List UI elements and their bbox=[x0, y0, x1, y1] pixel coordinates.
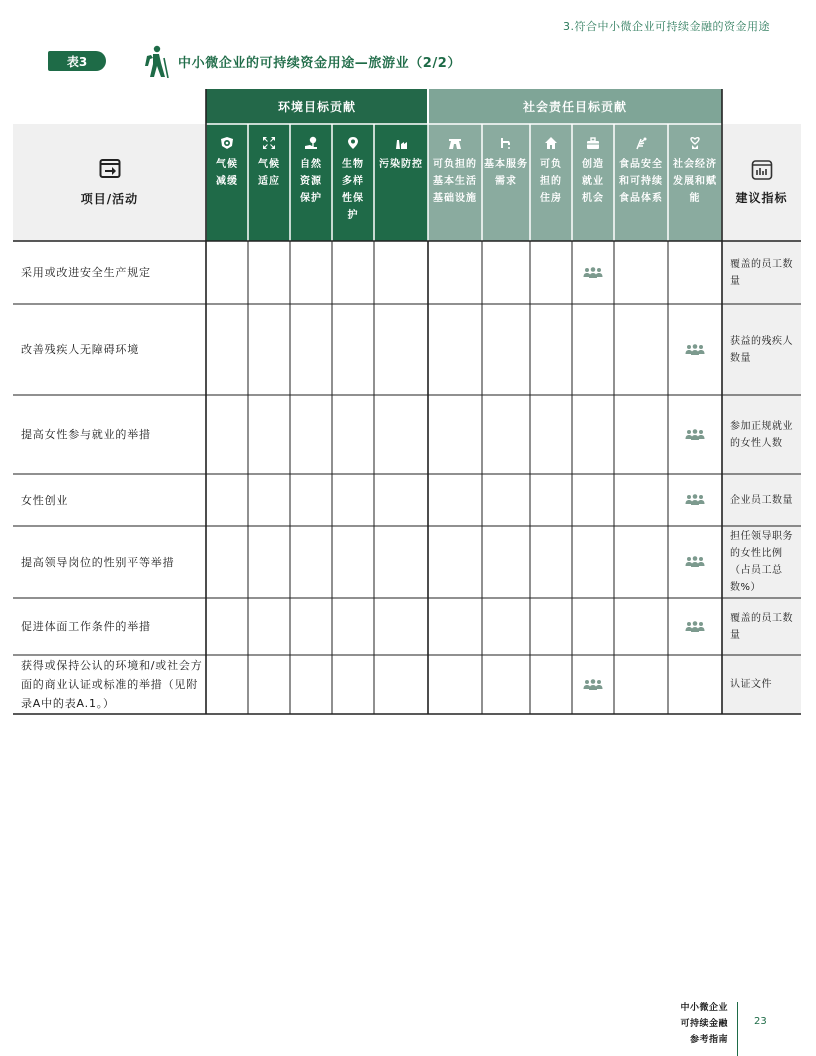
table-row-indicator: 覆盖的员工数量 bbox=[722, 241, 801, 304]
table-grid-lines bbox=[13, 89, 801, 715]
table-row-activity: 提高女性参与就业的举措 bbox=[21, 428, 151, 441]
table-title: 中小微企业的可持续资金用途—旅游业（2/2） bbox=[178, 55, 462, 71]
table-row-activity: 改善残疾人无障碍环境 bbox=[21, 343, 139, 356]
footer-line-1: 中小微企业 bbox=[680, 1003, 728, 1013]
column-header-label: 气候 减缓 bbox=[216, 159, 238, 187]
footer-guide-title bbox=[680, 1000, 728, 1048]
table-row-indicator: 担任领导职务的女性比例（占员工总数%） bbox=[722, 526, 801, 598]
table-row-indicator: 认证文件 bbox=[722, 655, 801, 714]
table-row-activity: 获得或保持公认的环境和/或社会方面的商业认证或标准的举措（见附录A中的表A.1。） bbox=[21, 659, 203, 710]
table-row-activity: 促进体面工作条件的举措 bbox=[21, 620, 151, 633]
column-header-label: 污染防控 bbox=[379, 159, 423, 170]
hiker-icon bbox=[140, 44, 170, 78]
table-row-indicator: 企业员工数量 bbox=[722, 474, 801, 526]
table-label-badge: 表3 bbox=[48, 51, 106, 71]
project-header-label: 项目/活动 bbox=[80, 192, 139, 206]
column-header-label: 自然 资源 保护 bbox=[300, 159, 322, 204]
social-group-header: 社会责任目标贡献 bbox=[428, 89, 722, 124]
table-row-activity: 提高领导岗位的性别平等举措 bbox=[21, 555, 175, 569]
column-header-label: 气候 适应 bbox=[258, 159, 280, 187]
table-title-row bbox=[48, 48, 461, 74]
funding-use-table bbox=[13, 89, 801, 714]
indicator-header-label: 建议指标 bbox=[735, 191, 788, 205]
column-header-label: 基本服务 需求 bbox=[484, 159, 528, 187]
column-header-label: 可负 担的 住房 bbox=[540, 159, 562, 204]
env-group-header: 环境目标贡献 bbox=[206, 89, 428, 124]
table-row-indicator: 参加正规就业的女性人数 bbox=[722, 395, 801, 474]
column-header-label: 社会经济 发展和赋 能 bbox=[673, 159, 717, 204]
table-row-activity: 采用或改进安全生产规定 bbox=[21, 266, 151, 279]
table-row-activity: 女性创业 bbox=[21, 493, 69, 507]
footer-line-3: 参考指南 bbox=[689, 1035, 728, 1045]
section-header: 3.符合中小微企业可持续金融的资金用途 bbox=[563, 20, 770, 33]
column-header-label: 可负担的 基本生活 基础设施 bbox=[433, 159, 477, 204]
column-header-label: 食品安全 和可持续 食品体系 bbox=[619, 159, 663, 204]
table-row-indicator: 覆盖的员工数量 bbox=[722, 598, 801, 655]
column-header-label: 生物 多样 性保 护 bbox=[342, 159, 364, 221]
page-number: 23 bbox=[754, 1016, 767, 1027]
column-header-label: 创造 就业 机会 bbox=[582, 159, 604, 204]
table-row-indicator: 获益的残疾人数量 bbox=[722, 304, 801, 395]
footer-divider bbox=[737, 1002, 738, 1056]
footer-line-2: 可持续金融 bbox=[680, 1019, 728, 1029]
